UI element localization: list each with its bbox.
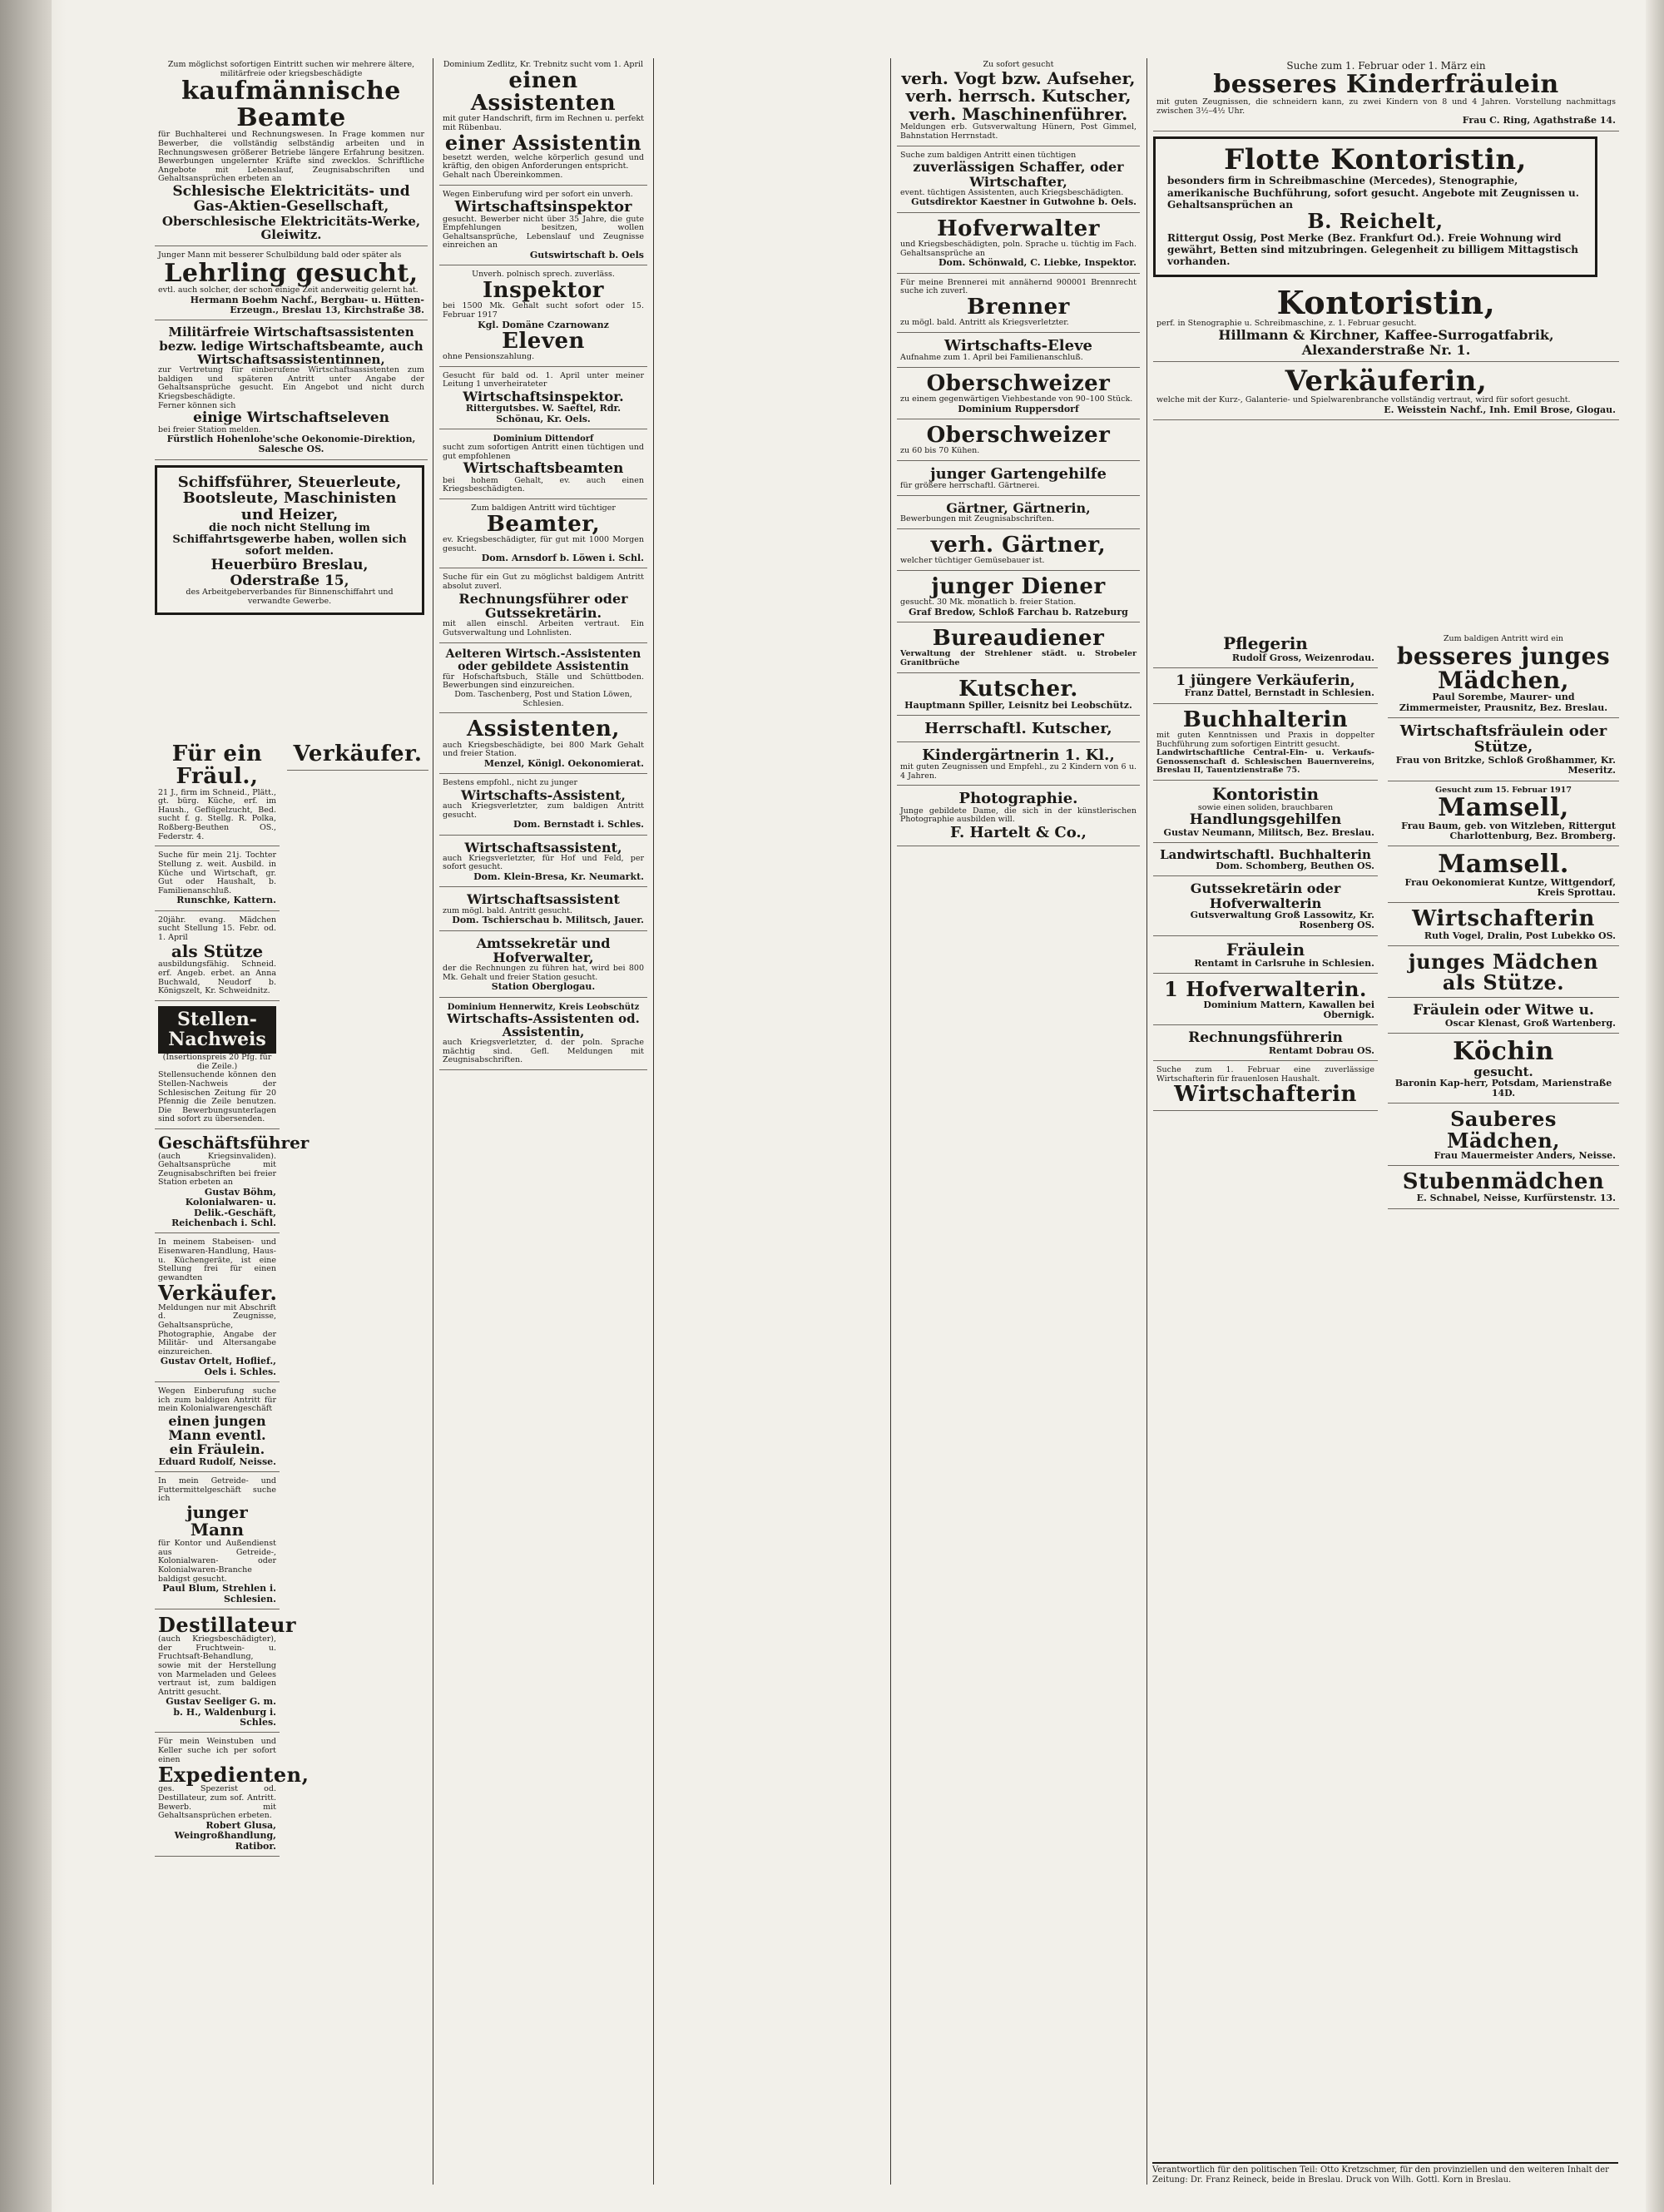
ad-inspektor [439, 268, 647, 366]
ad-text: ohne Pensionszahlung. [443, 352, 535, 362]
ad-headline: Wirtschafts-Assistent, [461, 786, 626, 803]
ad-headline: Rechnungsführer oder Gutssekretärin. [458, 590, 628, 621]
ad-headline: Eleven [502, 328, 585, 354]
ad-headline: Wirtschaftsbeamten [463, 460, 624, 478]
ad-signature: Paul Blum, Strehlen i. Schlesien. [162, 1583, 276, 1604]
ad-text: In mein Getreide- und Futtermittelgeschäft suche ich [158, 1476, 276, 1504]
ad-signature: Robert Glusa, Weingroßhandlung, Ratibor. [174, 1819, 276, 1852]
ad-landw-buchhalterin [1153, 846, 1378, 877]
ad-rechnungsfuehrer [439, 571, 647, 642]
ad-text: Suche für ein Gut zu möglichst baldigem Antritt absolut zuverl. [443, 573, 644, 592]
ad-headline: 1 Hofverwalterin. [1164, 977, 1367, 1002]
ad-text: Bewerbungen mit Zeugnisabschriften. [900, 514, 1055, 524]
ad-text: des Arbeitgeberverbandes für Binnenschiffahrt und verwandte Gewerbe. [186, 587, 394, 606]
ad-signature: Gustav Neumann, Militsch, Bez. Breslau. [1163, 826, 1374, 838]
ad-headline: Wirtschafterin [1174, 1082, 1357, 1108]
ad-amtssekretaer [439, 934, 647, 998]
ad-headline: Dominium Dittendorf [493, 434, 594, 444]
ad-text: ges. Spezerist od. Destillateur, zum sof. Antritt. Bewerb. mit Gehaltsansprüchen erbeten. [158, 1784, 276, 1821]
ad-signature: Rentamt in Carlsruhe in Schlesien. [1194, 958, 1374, 970]
ad-text: 21 J., firm im Schneid., Plätt., gt. bürg. Küche, erf. im Haush., Geflügelzucht, Bed. sucht f. g. Stellg. R. Polka, Roßberg-Beuthen OS., Federstr. 4. [158, 787, 276, 841]
column-rule [1146, 58, 1147, 2185]
ad-headline: Kontoristin, [1276, 283, 1496, 321]
ad-text: mit guten Zeugnissen und Empfehl., zu 2 Kindern von 6 u. 4 Jahren. [900, 762, 1137, 781]
ad-intro: Suche zum 1. Februar oder 1. März ein [1286, 60, 1486, 72]
ad-headline: Beamter, [486, 511, 601, 537]
ad-text: Gesucht für bald od. 1. April unter meiner Leitung 1 unverheirateter [443, 370, 644, 389]
ad-signature: Station Oberglogau. [491, 981, 596, 993]
ad-headline: verh. Vogt bzw. Aufseher, verh. herrsch. Kutscher, verh. Maschinenführer. [901, 67, 1136, 124]
ad-assistenten [439, 716, 647, 774]
ad-signature: Dom. Bernstadt i. Schles. [513, 819, 644, 831]
ad-beamter [439, 502, 647, 568]
ad-text: auch Kriegsverletzter, d. der poln. Sprache mächtig sind. Gefl. Meldungen mit Zeugnisabschriften. [443, 1038, 644, 1065]
ad-headline: verh. Gärtner, [930, 532, 1107, 558]
ad-text: mit guten Kenntnissen und Praxis in doppelter Buchführung zum sofortigen Eintritt gesucht. [1156, 730, 1374, 749]
ad-headline: Oberschweizer [926, 423, 1111, 449]
ad-text: bei hohem Gehalt, ev. auch einen Kriegsbeschädigten. [443, 475, 644, 494]
ad-wirtschaftsinspektor [439, 188, 647, 266]
ad-signature: Dominium Mattern, Kawallen bei Obernigk. [1203, 999, 1374, 1020]
ad-text: Zum baldigen Antritt wird tüchtiger [471, 503, 616, 513]
ad-text: Suche zum 1. Februar eine zuverlässige Wirtschafterin für frauenlosen Haushalt. [1156, 1064, 1374, 1084]
imprint-footer: Verantwortlich für den politischen Teil: Otto Kretzschmer, für den provinziellen und den weiteren Inhalt der Zeitung: Dr. Franz Reineck, beide in Breslau. Druck von Wilh. Gottl. Korn in Breslau. [1152, 2162, 1618, 2185]
ad-intro: Dominium Zedlitz, Kr. Trebnitz sucht vom 1. April [443, 60, 644, 69]
ad-headline: Wirtschaftsassistent [467, 891, 620, 908]
ad-headline: Flotte Kontoristin, [1224, 142, 1527, 176]
ad-hofverwalter [897, 216, 1140, 274]
column-3 [897, 58, 1140, 2189]
ad-text: gesucht. 30 Mk. monatlich b. freier Station. [900, 598, 1077, 608]
ad-wirtschaftsassistent-3 [439, 890, 647, 930]
column-rule [653, 58, 654, 2185]
right-page-edge [1646, 0, 1664, 2212]
ad-text: mit allen einschl. Arbeiten vertraut. Ein Gutsverwaltung und Lohnlisten. [443, 619, 644, 637]
ad-text: bei 1500 Mk. Gehalt sucht sofort oder 15. Februar 1917 [443, 301, 644, 320]
ad-signature: Gutswirtschaft b. Oels [529, 250, 644, 261]
ad-text: (auch Kriegsbeschädigter), der Fruchtwein- u. Fruchtsaft-Behandlung, sowie mit der Herstellung von Marmeladen und Gelees vertraut ist, zum baldigen Antritt gesucht. [158, 1634, 276, 1697]
ad-text: mit guter Handschrift, firm im Rechnen u. perfekt mit Rübenbau. [443, 114, 644, 132]
ad-signature: Eduard Rudolf, Neisse. [158, 1456, 276, 1467]
ad-text: perf. in Stenographie u. Schreibmaschine, z. 1. Februar gesucht. [1156, 318, 1417, 328]
ad-bureaudiener [897, 625, 1140, 673]
ad-headline: Buchhalterin [1182, 707, 1349, 732]
ad-headline: Mamsell, [1438, 793, 1569, 823]
ad-headline: Aelteren Wirtsch.-Assistenten oder gebildete Assistentin [445, 647, 641, 673]
ad-text: für Kontor und Außendienst aus Getreide-, Kolonialwaren- oder Kolonialwaren-Branche baldigst gesucht. [158, 1539, 276, 1584]
ad-kontoristin-2 [1153, 783, 1378, 843]
ad-kaufmaennische-beamte [155, 58, 428, 246]
ad-signature: Franz Dattel, Bernstadt in Schlesien. [1184, 687, 1374, 699]
ad-text: auch Kriegsverletzter, zum baldigen Antritt gesucht. [443, 801, 644, 820]
ad-headline: Rechnungsführerin [1188, 1029, 1343, 1047]
ad-headline: Schiffsführer, Steuerleute, Bootsleute, Maschinisten und Heizer, [177, 473, 402, 523]
ad-headline: Fräulein [1226, 939, 1305, 960]
ad-text: gesucht. [1473, 1064, 1533, 1079]
ad-signature: Dominium Ruppersdorf [958, 403, 1079, 414]
ad-signature: Dom. Schönwald, C. Liebke, Inspektor. [938, 257, 1137, 269]
ad-headline: Kindergärtnerin 1. Kl., [922, 746, 1115, 764]
ad-signature: Fürstlich Hohenlohe'sche Oekonomie-Direktion, Salesche OS. [166, 434, 416, 455]
ad-hennerwitz [439, 1000, 647, 1070]
ad-headline: Kontoristin [1211, 784, 1320, 804]
ad-headline: Landwirtschaftl. Buchhalterin [1160, 846, 1371, 862]
ad-eleve [897, 335, 1140, 368]
ad-headline: Photographie. [958, 790, 1078, 808]
ad-headline: Wirtschaftsfräulein oder Stütze, [1399, 722, 1607, 756]
ad-text: mit guten Zeugnissen, die schneidern kann, zu zwei Kindern von 8 und 4 Jahren. Vorstellung nachmittags zwischen 3½–4½ Uhr. [1156, 97, 1616, 116]
ad-signature: Gustav Böhm, Kolonialwaren- u. Delik.-Geschäft, Reichenbach i. Schl. [171, 1187, 276, 1229]
ad-signature: Gustav Seeliger G. m. b. H., Waldenburg i. Schles. [166, 1696, 276, 1728]
ad-koechin [1388, 1036, 1619, 1104]
ad-text: auch Kriegsverletzter, für Hof und Feld, per sofort gesucht. [443, 853, 644, 872]
ad-text: Unverh. polnisch sprech. zuverläss. [472, 270, 615, 280]
ad-saeftel [439, 369, 647, 429]
ad-text: evtl. auch solcher, der schon einige Zeit anderweitig gelernt hat. [158, 285, 418, 295]
ad-headline: Fräulein oder Witwe u. [1413, 1002, 1594, 1019]
ad-text: zu 60 bis 70 Kühen. [900, 446, 980, 456]
ad-kommis [287, 741, 428, 771]
ad-signature: Oberschlesische Elektricitäts-Werke, Gleiwitz. [161, 213, 421, 242]
ad-signature: Dom. Tschierschau b. Militsch, Jauer. [452, 915, 644, 926]
column-1a [155, 741, 310, 2189]
ad-headline: besseres junges Mädchen, [1396, 642, 1611, 695]
ad-headline: Amtssekretär und Hofverwalter, [476, 935, 611, 965]
ad-rechnungsfuehrerin [1153, 1028, 1378, 1061]
ad-box-kontoristin [1153, 136, 1597, 277]
ad-signature: Frau Baum, geb. von Witzleben, Rittergut Charlottenburg, Bez. Bromberg. [1401, 820, 1616, 841]
ad-signature: B. Reichelt, [1307, 209, 1444, 234]
ad-signature: Dom. Taschenberg, Post und Station Löwen, Schlesien. [454, 689, 632, 708]
ad-text: gesucht. Bewerber nicht über 35 Jahre, die gute Empfehlungen besitzen, wollen Gehaltsansprüche, Lebenslauf und Zeugnisse einreichen an [443, 214, 644, 250]
ad-headline: Gutssekretärin oder Hofverwalterin [1190, 880, 1341, 911]
ad-headline: einen jungen Mann eventl. ein Fräulein. [168, 1412, 266, 1458]
ad-headline: Bureaudiener [932, 626, 1105, 652]
ad-wirtschaftsfraeulein [1388, 721, 1619, 781]
ad-gaertner [897, 498, 1140, 529]
ad-hofverwalterin [1153, 976, 1378, 1025]
ad-schaffer [897, 149, 1140, 213]
ad-text: Junge gebildete Dame, die sich in der künstlerischen Photographie ausbilden will. [900, 806, 1137, 825]
ad-signature: Frau C. Ring, Agathstraße 14. [1462, 115, 1616, 126]
ad-signature: Rudolf Gross, Weizenrodau. [1231, 652, 1374, 663]
ad-oberschweizer [897, 370, 1140, 419]
ad-text: besetzt werden, welche körperlich gesund und kräftig, den obigen Anforderungen entspricht. [443, 152, 644, 171]
ad-text: Aufnahme zum 1. April bei Familienanschluß. [900, 353, 1083, 363]
ad-wirtschaftsassistent-2 [439, 838, 647, 888]
ad-headline: Destillateur [158, 1612, 297, 1637]
ad-wirtschafterin-2 [1388, 905, 1619, 946]
ad-headline: Verkäufer. [293, 741, 423, 766]
column-4a [1153, 632, 1378, 2155]
ad-headline: Inspektor [483, 278, 604, 304]
ad-text: Wegen Einberufung suche ich zum baldigen Antritt für mein Kolonialwarengeschäft [158, 1386, 276, 1414]
ad-text: besonders firm in Schreibmaschine (Mercedes), Stenographie, amerikanische Buchführung, sofort gesucht. Angebote mit Zeugnissen u. Gehaltsansprüchen an [1167, 175, 1579, 211]
ad-headline: kaufmännische Beamte [181, 77, 401, 132]
book-binding-edge [0, 0, 52, 2212]
ad-gutssekretaerin [1153, 879, 1378, 935]
column-2 [439, 58, 647, 2189]
ad-headline: Brenner [967, 294, 1070, 320]
ad-text: Suche für mein 21j. Tochter Stellung z. weit. Ausbild. in Küche und Wirtschaft, gr. Gut oder Haushalt, b. Familienanschluß. [158, 851, 276, 895]
ad-text: Stellensuchende können den Stellen-Nachweis der Schlesischen Zeitung für 20 Pfennig die Zeile benutzen. Die Bewerbungsunterlagen sind sofort zu übersenden. [158, 1070, 276, 1124]
ad-headline: besseres Kinderfräulein [1213, 70, 1559, 100]
ad-headline: Handlungsgehilfen [1189, 811, 1342, 829]
ad-text: Meldungen nur mit Abschrift d. Zeugnisse, Gehaltsansprüche, Photographie, Angabe der Militär- und Altersangabe einzureichen. [158, 1302, 276, 1356]
ad-junges-maedchen [1388, 632, 1619, 718]
ad-headline: einige Wirtschaftseleven [193, 409, 389, 427]
ad-fraeulein-2 [1153, 939, 1378, 975]
ad-box-schiffsfuehrer [155, 465, 424, 615]
ad-witwe [1388, 1000, 1619, 1034]
ad-headline: Assistenten, [467, 717, 620, 742]
ad-signature: Dom. Klein-Bresa, Kr. Neumarkt. [473, 871, 644, 883]
ad-text: zum mögl. bald. Antritt gesucht. [443, 905, 572, 915]
ad-lehrling [155, 249, 428, 320]
section-subheading: (Insertionspreis 20 Pfg. für die Zeile.) [162, 1053, 272, 1071]
ad-headline: 1 jüngere Verkäuferin, [1176, 672, 1355, 689]
ad-kindergaertnerin [897, 745, 1140, 786]
ad-photographie [897, 788, 1140, 846]
ad-sauberes-maedchen [1388, 1106, 1619, 1166]
ad-headline: junger Mann [186, 1501, 248, 1540]
ad-aelteren-assistenten [439, 646, 647, 714]
ad-headline: Verkäuferin, [1285, 364, 1488, 398]
ad-text: Suche zum baldigen Antritt einen tüchtigen [900, 150, 1077, 160]
ad-signature: Menzel, Königl. Oekonomierat. [483, 757, 644, 769]
ad-text: welche mit der Kurz-, Galanterie- und Spielwarenbranche vollständig vertraut, wird für sofort gesucht. [1156, 395, 1571, 405]
ad-text: der die Rechnungen zu führen hat, wird bei 800 Mk. Gehalt und freier Station gesucht. [443, 964, 644, 982]
column-1b [287, 741, 428, 2189]
ad-signature: Kgl. Domäne Czarnowanz [478, 319, 609, 330]
ad-text: auch Kriegsbeschädigte, bei 800 Mark Gehalt und freier Station. [443, 740, 644, 759]
ad-text: event. tüchtigen Assistenten, auch Kriegsbeschädigten. [900, 187, 1124, 197]
ad-oberschweizer-2 [897, 422, 1140, 461]
ad-text: In meinem Stabeisen- und Eisenwaren-Handlung, Haus- u. Küchengeräte, ist eine Stellung frei für einen gewandten [158, 1237, 276, 1282]
ad-signature: Runschke, Kattern. [176, 895, 276, 906]
ad-headline: junges Mädchen als Stütze. [1408, 950, 1599, 995]
ad-signature: Baronin Kap-herr, Potsdam, Marienstraße 14D. [1394, 1077, 1612, 1099]
ad-signature: Hermann Boehm Nachf., Bergbau- u. Hütten-Erzeugn., Breslau 13, Kirchstraße 38. [190, 294, 424, 316]
ad-intro: Zu sofort gesucht [983, 60, 1054, 69]
ad-text: für größere herrschaftl. Gärtnerei. [900, 481, 1040, 491]
ad-headline: Kutscher. [958, 676, 1078, 702]
column-rule [890, 58, 891, 2185]
ad-stuetze [155, 914, 280, 1001]
ad-text: Wegen Einberufung wird per sofort ein unverh. [443, 189, 633, 199]
ad-headline: Sauberes Mädchen, [1446, 1107, 1561, 1153]
ad-signature: Rentamt Dobrau OS. [1268, 1044, 1374, 1056]
ad-text: Für mein Weinstuben und Keller suche ich per sofort einen [158, 1737, 276, 1764]
ad-signature: Gutsdirektor Kaestner in Gutwohne b. Oels. [911, 196, 1137, 208]
ad-text: Ferner können sich [158, 400, 236, 410]
ad-text: bei freier Station melden. [158, 424, 261, 434]
ad-headline: Militärfreie Wirtschaftsassistenten bezw. ledige Wirtschaftsbeamte, auch Wirtschaftsassistentinnen, [159, 325, 423, 367]
ad-stubenmaedchen [1388, 1168, 1619, 1209]
ad-signature: E. Schnabel, Neisse, Kurfürstenstr. 13. [1416, 1193, 1616, 1204]
ad-headline: Verkäufer. [158, 1281, 278, 1306]
ad-verkaeufer [155, 1236, 280, 1382]
ad-herrschaftl-kutscher [897, 718, 1140, 741]
ad-signature: E. Weisstein Nachf., Inh. Emil Brose, Glogau. [1384, 404, 1616, 416]
ad-destillateur [155, 1612, 297, 1733]
ad-headline: Herrschaftl. Kutscher, [924, 720, 1112, 738]
ad-headline: Wirtschafts-Assistenten od. Assistentin, [447, 1010, 640, 1040]
ad-headline: Köchin [1453, 1037, 1554, 1067]
ad-text: sucht zum sofortigen Antritt einen tüchtigen und gut empfohlenen [443, 443, 644, 461]
ad-vogt [897, 58, 1140, 146]
ad-geschaeftsfuehrer [155, 1132, 310, 1233]
ad-headline: Wirtschafterin [1412, 906, 1595, 932]
ad-headline: Expedienten, [158, 1763, 310, 1788]
ad-headline: Wirtschafts-Eleve [944, 336, 1092, 355]
ad-kutscher [897, 676, 1140, 717]
ad-intro: Zum baldigen Antritt wird ein [1443, 634, 1564, 643]
ad-text: für Buchhalterei und Rechnungswesen. In Frage kommen nur Bewerber, die vollständig selbständig arbeiten und in Rechnungswesen größerer Betriebe längere Erfahrung besitzen. Bewerbungen ungelernter Kräfte sind zwecklos. Schriftliche Angebote mit Lebenslauf, Zeugnisabschriften und Gehaltsansprüchen erbeten an [158, 130, 424, 184]
ad-headline: Stubenmädchen [1402, 1169, 1605, 1195]
ad-brenner [897, 276, 1140, 333]
ad-headline: junger Gartengehilfe [930, 465, 1107, 483]
stellen-nachweis [155, 1004, 280, 1129]
ad-headline: Wirtschaftsinspektor [454, 198, 632, 216]
ad-signature: Hillmann & Kirchner, Kaffee-Surrogatfabrik, Alexanderstraße Nr. 1. [1218, 327, 1554, 358]
ad-headline: als Stütze [171, 940, 264, 961]
ad-gartengehilfe [897, 464, 1140, 496]
ad-intro: Gesucht zum 15. Februar 1917 [1434, 785, 1572, 795]
ad-diener [897, 573, 1140, 622]
ad-kontoristin [1153, 284, 1619, 362]
ad-text: ausbildungsfähig. Schneid. erf. Angeb. erbet. an Anna Buchwald, Neudorf b. Königszelt, Kr. Schweidnitz. [158, 960, 276, 996]
ad-text: Verwaltung der Strehlener städt. u. Strobeler Granitbrüche [900, 649, 1137, 668]
ad-signature: Landwirtschaftliche Central-Ein- u. Verkaufs-Genossenschaft d. Schlesischen Bauernvereins, Breslau II, Tauentzienstraße 75. [1156, 748, 1374, 776]
ad-wirtschaftsassistenten [155, 323, 428, 459]
ad-buchhalterin [1153, 707, 1378, 781]
ad-signature: Paul Sorembe, Maurer- und Zimmermeister, Prausnitz, Bez. Breslau. [1399, 692, 1608, 713]
ad-text: Bestens empfohl., nicht zu junger [443, 778, 578, 788]
ad-intro: Junger Mann mit besserer Schulbildung bald oder später als [158, 250, 402, 260]
ad-signature: Schlesische Elektricitäts- und Gas-Aktien-Gesellschaft, [172, 183, 410, 216]
ad-signature: Heuerbüro Breslau, Oderstraße 15, [210, 557, 369, 589]
ad-mamsell [1388, 784, 1619, 847]
ad-headline: Geschäftsführer [158, 1133, 310, 1153]
ad-tochter [155, 849, 280, 910]
ad-text: Meldungen erb. Gutsverwaltung Hünern, Post Gimmel, Bahnstation Herrnstadt. [900, 122, 1137, 141]
ad-text: zu mögl. bald. Antritt als Kriegsverletzter. [900, 318, 1069, 328]
ad-stuetze-2 [1388, 949, 1619, 998]
ad-signature: Ruth Vogel, Dralin, Post Lubekko OS. [1424, 930, 1616, 941]
ad-signature: Dom. Schomberg, Beuthen OS. [1216, 860, 1374, 872]
ad-signature: Frau Oekonomierat Kuntze, Wittgendorf, Kreis Sprottau. [1404, 876, 1616, 899]
ad-text: 20jähr. evang. Mädchen sucht Stellung 15. Febr. od. 1. April [158, 915, 276, 943]
ad-signature: Dom. Arnsdorf b. Löwen i. Schl. [481, 553, 644, 564]
ad-fraeulein [155, 741, 280, 846]
ad-verkaeuferin [1153, 365, 1619, 421]
ad-getreide [155, 1475, 280, 1609]
ad-headline: Oberschweizer [926, 370, 1111, 396]
ad-headline: Gärtner, Gärtnerin, [946, 500, 1091, 517]
ad-text: Für meine Brennerei mit annähernd 900001 Brennrecht suche ich zuverl. [900, 277, 1137, 296]
ad-headline: zuverlässigen Schaffer, oder Wirtschafter, [913, 159, 1124, 190]
ad-dittendorf [439, 432, 647, 499]
ad-headline: einer Assistentin [444, 131, 642, 156]
ad-juengere-verkaeuferin [1153, 671, 1378, 704]
ad-wirtschafts-assistent [439, 776, 647, 835]
ad-kinderfraeulein [1153, 58, 1619, 131]
ad-mamsell-2 [1388, 849, 1619, 903]
column-4b [1388, 632, 1619, 2155]
ad-intro: Zum möglichst sofortigen Eintritt suchen wir mehrere ältere, militärfreie oder kriegsbeschädigte [167, 60, 415, 78]
ad-pflegerin [1153, 632, 1378, 668]
ad-text: für Hofschaftsbuch, Ställe und Schüttboden. Bewerbungen sind einzureichen. [443, 672, 644, 691]
ad-text: zur Vertretung für einberufene Wirtschaftsassistenten zum baldigen und späteren Antritt unter Angabe der Gehaltsansprüche gesucht. Ein Angebot und nicht durch Kriegsbeschädigte. [158, 365, 424, 401]
ad-headline: Wirtschaftsassistent, [464, 839, 622, 856]
ad-signature: Graf Bredow, Schloß Farchau b. Ratzeburg [909, 606, 1128, 617]
ad-text: die noch nicht Stellung im Schiffahrtsgewerbe haben, wollen sich sofort melden. [172, 522, 407, 558]
ad-signature: Gustav Ortelt, Hoflief., Oels i. Schles. [160, 1356, 276, 1377]
ad-text: sowie einen soliden, brauchbaren [1197, 802, 1334, 812]
ad-text: ev. Kriegsbeschädigter, für gut mit 1000 Morgen gesucht. [443, 534, 644, 553]
ad-expedienten [155, 1735, 310, 1857]
ad-headline: Wirtschaftsinspektor. [463, 389, 624, 405]
ad-text: Gehalt nach Übereinkommen. [443, 170, 563, 180]
ad-headline: Lehrling gesucht, [164, 258, 418, 288]
ad-junger-mann [155, 1385, 280, 1472]
ad-signature: Gutsverwaltung Groß Lassowitz, Kr. Rosenberg OS. [1190, 909, 1374, 931]
ad-signature: F. Hartelt & Co., [950, 824, 1087, 842]
ad-headline: Pflegerin [1223, 633, 1308, 653]
ad-headline: einen Assistenten [470, 67, 617, 116]
ad-text: und Kriegsbeschädigten, poln. Sprache u. tüchtig im Fach. Gehaltsansprüche an [900, 240, 1137, 258]
ad-text: (auch Kriegsinvaliden). Gehaltsansprüche mit Zeugnisabschriften bei freier Station erbeten an [158, 1151, 276, 1188]
ad-text: zu einem gegenwärtigen Viehbestande von 90–100 Stück. [900, 394, 1133, 404]
ad-wirtschafterin [1153, 1064, 1378, 1112]
section-heading: Stellen-Nachweis [158, 1006, 276, 1054]
ad-signature: Rittergutsbes. W. Saeftel, Rdr. Schönau, Kr. Oels. [465, 403, 622, 424]
ad-signature: Oscar Klenast, Groß Wartenberg. [1444, 1017, 1616, 1029]
ad-headline: Für ein Fräul., [171, 741, 263, 790]
ad-headline: Mamsell. [1438, 850, 1569, 880]
ad-assistent-zedlitz [439, 58, 647, 186]
ad-headline: junger Diener [931, 573, 1106, 599]
ad-signature: Hauptmann Spiller, Leisnitz bei Leobschütz. [904, 699, 1132, 711]
ad-headline: Hofverwalter [937, 216, 1100, 241]
ad-headline: Dominium Hennerwitz, Kreis Leobschütz [447, 1002, 640, 1012]
ad-verh-gaertner [897, 532, 1140, 571]
ad-signature: Frau Mauermeister Anders, Neisse. [1434, 1149, 1616, 1161]
ad-text: Rittergut Ossig, Post Merke (Bez. Frankfurt Od.). Freie Wohnung wird gewährt, Betten sind mitzubringen. Gelegenheit zu billigem Mittagstisch vorhanden. [1167, 231, 1578, 268]
ad-text: welcher tüchtiger Gemüsebauer ist. [900, 556, 1045, 566]
ad-signature: Frau von Britzke, Schloß Großhammer, Kr. Meseritz. [1395, 754, 1616, 776]
